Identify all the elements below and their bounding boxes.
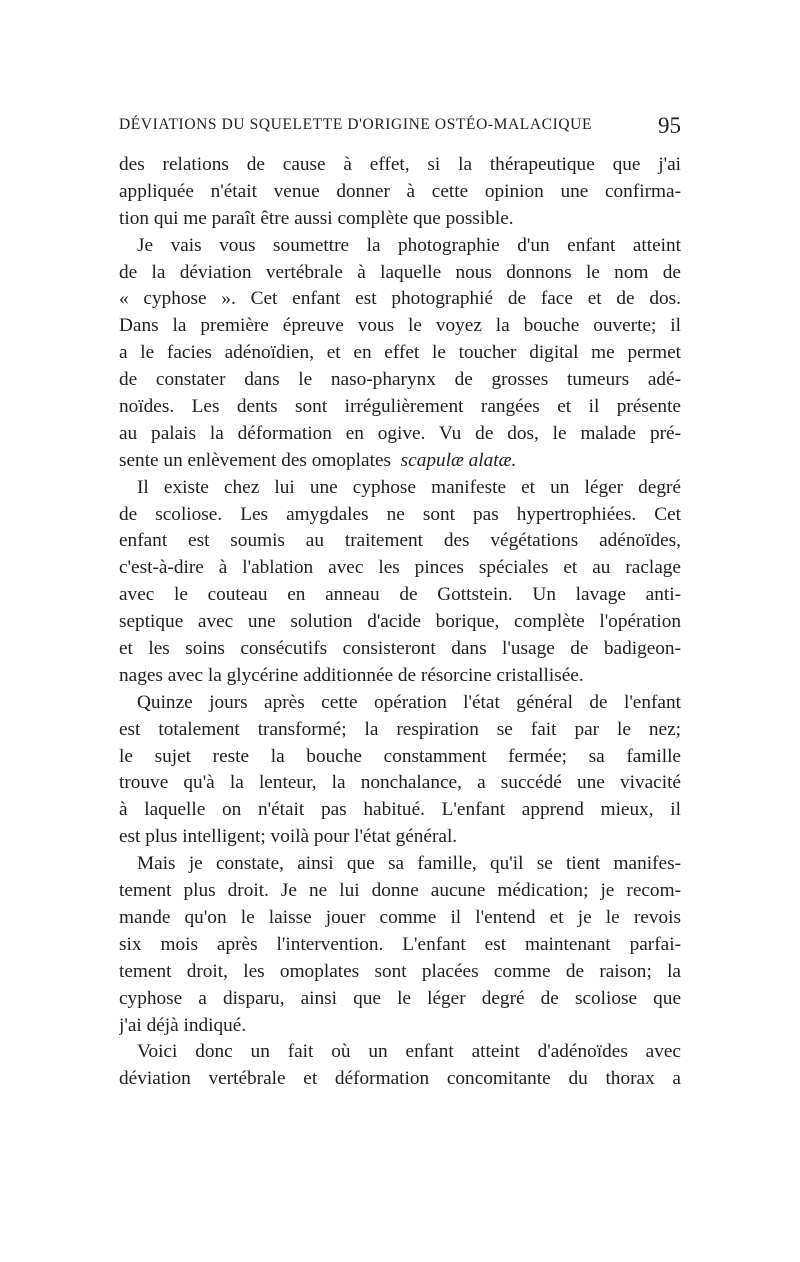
text-line: est plus intelligent; voilà pour l'état général. — [119, 826, 458, 848]
running-title: DÉVIATIONS DU SQUELETTE D'ORIGINE OSTÉO-MALACIQUE — [119, 116, 593, 133]
page-header — [119, 113, 681, 138]
text-line: Mais je constate, ainsi que sa famille, qu'il se tient manifes- — [137, 853, 681, 875]
text-line: est totalement transformé; la respiration se fait par le nez; — [119, 718, 681, 740]
text-line: tement droit, les omoplates sont placées comme de raison; la — [119, 960, 681, 982]
text-line: mande qu'on le laisse jouer comme il l'entend et je le revois — [119, 906, 681, 928]
text-line: cyphose a disparu, ainsi que le léger degré de scoliose que — [119, 987, 681, 1009]
text-line: à laquelle on n'était pas habitué. L'enfant apprend mieux, il — [119, 799, 681, 821]
text-line: Voici donc un fait où un enfant atteint d'adénoïdes avec — [137, 1041, 681, 1063]
text-line-with-italic — [119, 448, 681, 475]
text-line: Je vais vous soumettre la photographie d'un enfant atteint — [137, 234, 681, 256]
text-line: tion qui me paraît être aussi complète que possible. — [119, 207, 514, 229]
text-line: Quinze jours après cette opération l'état général de l'enfant — [137, 691, 681, 713]
text-line: six mois après l'intervention. L'enfant est maintenant parfai- — [119, 933, 681, 955]
text-line: tement plus droit. Je ne lui donne aucune médication; je recom- — [119, 880, 681, 902]
text-line: « cyphose ». Cet enfant est photographié de face et de dos. — [119, 288, 681, 310]
text-line: j'ai déjà indiqué. — [119, 1014, 247, 1036]
text-line: de constater dans le naso-pharynx de grosses tumeurs adé- — [119, 369, 681, 391]
text-line: Dans la première épreuve vous le voyez la bouche ouverte; il — [119, 315, 681, 337]
text-line: nages avec la glycérine additionnée de résorcine cristallisée. — [119, 664, 584, 686]
italic-latin-term: scapulæ alatæ. — [400, 449, 517, 471]
page-number: 95 — [658, 113, 681, 138]
paragraph — [119, 690, 681, 851]
text-line: a le facies adénoïdien, et en effet le toucher digital me permet — [119, 342, 681, 364]
text-line: de scoliose. Les amygdales ne sont pas hypertrophiées. Cet — [119, 503, 681, 525]
text-line: de la déviation vertébrale à laquelle nous donnons le nom de — [119, 261, 681, 283]
paragraph — [119, 475, 681, 690]
text-line: déviation vertébrale et déformation concomitante du thorax a — [119, 1068, 681, 1090]
text-line: enfant est soumis au traitement des végétations adénoïdes, — [119, 530, 681, 552]
paragraph — [119, 1039, 681, 1093]
body-text — [119, 152, 681, 1093]
paragraph — [119, 851, 681, 1039]
text-line: avec le couteau en anneau de Gottstein. Un lavage anti- — [119, 584, 681, 606]
paragraph — [119, 152, 681, 233]
text-line: le sujet reste la bouche constamment fermée; sa famille — [119, 745, 681, 767]
text-line: noïdes. Les dents sont irrégulièrement rangées et il présente — [119, 396, 681, 418]
paragraph — [119, 233, 681, 475]
text-line: Il existe chez lui une cyphose manifeste et un léger degré — [137, 476, 681, 498]
text-line: des relations de cause à effet, si la thérapeutique que j'ai — [119, 154, 681, 175]
text-line: septique avec une solution d'acide borique, complète l'opération — [119, 611, 681, 633]
text-line: c'est-à-dire à l'ablation avec les pinces spéciales et au raclage — [119, 557, 681, 579]
text-run: sente un enlèvement des omoplates — [119, 449, 391, 471]
text-line: trouve qu'à la lenteur, la nonchalance, a succédé une vivacité — [119, 772, 681, 794]
text-line: appliquée n'était venue donner à cette opinion une confirma- — [119, 180, 681, 202]
text-line: et les soins consécutifs consisteront dans l'usage de badigeon- — [119, 638, 681, 660]
text-line: au palais la déformation en ogive. Vu de dos, le malade pré- — [119, 422, 681, 444]
